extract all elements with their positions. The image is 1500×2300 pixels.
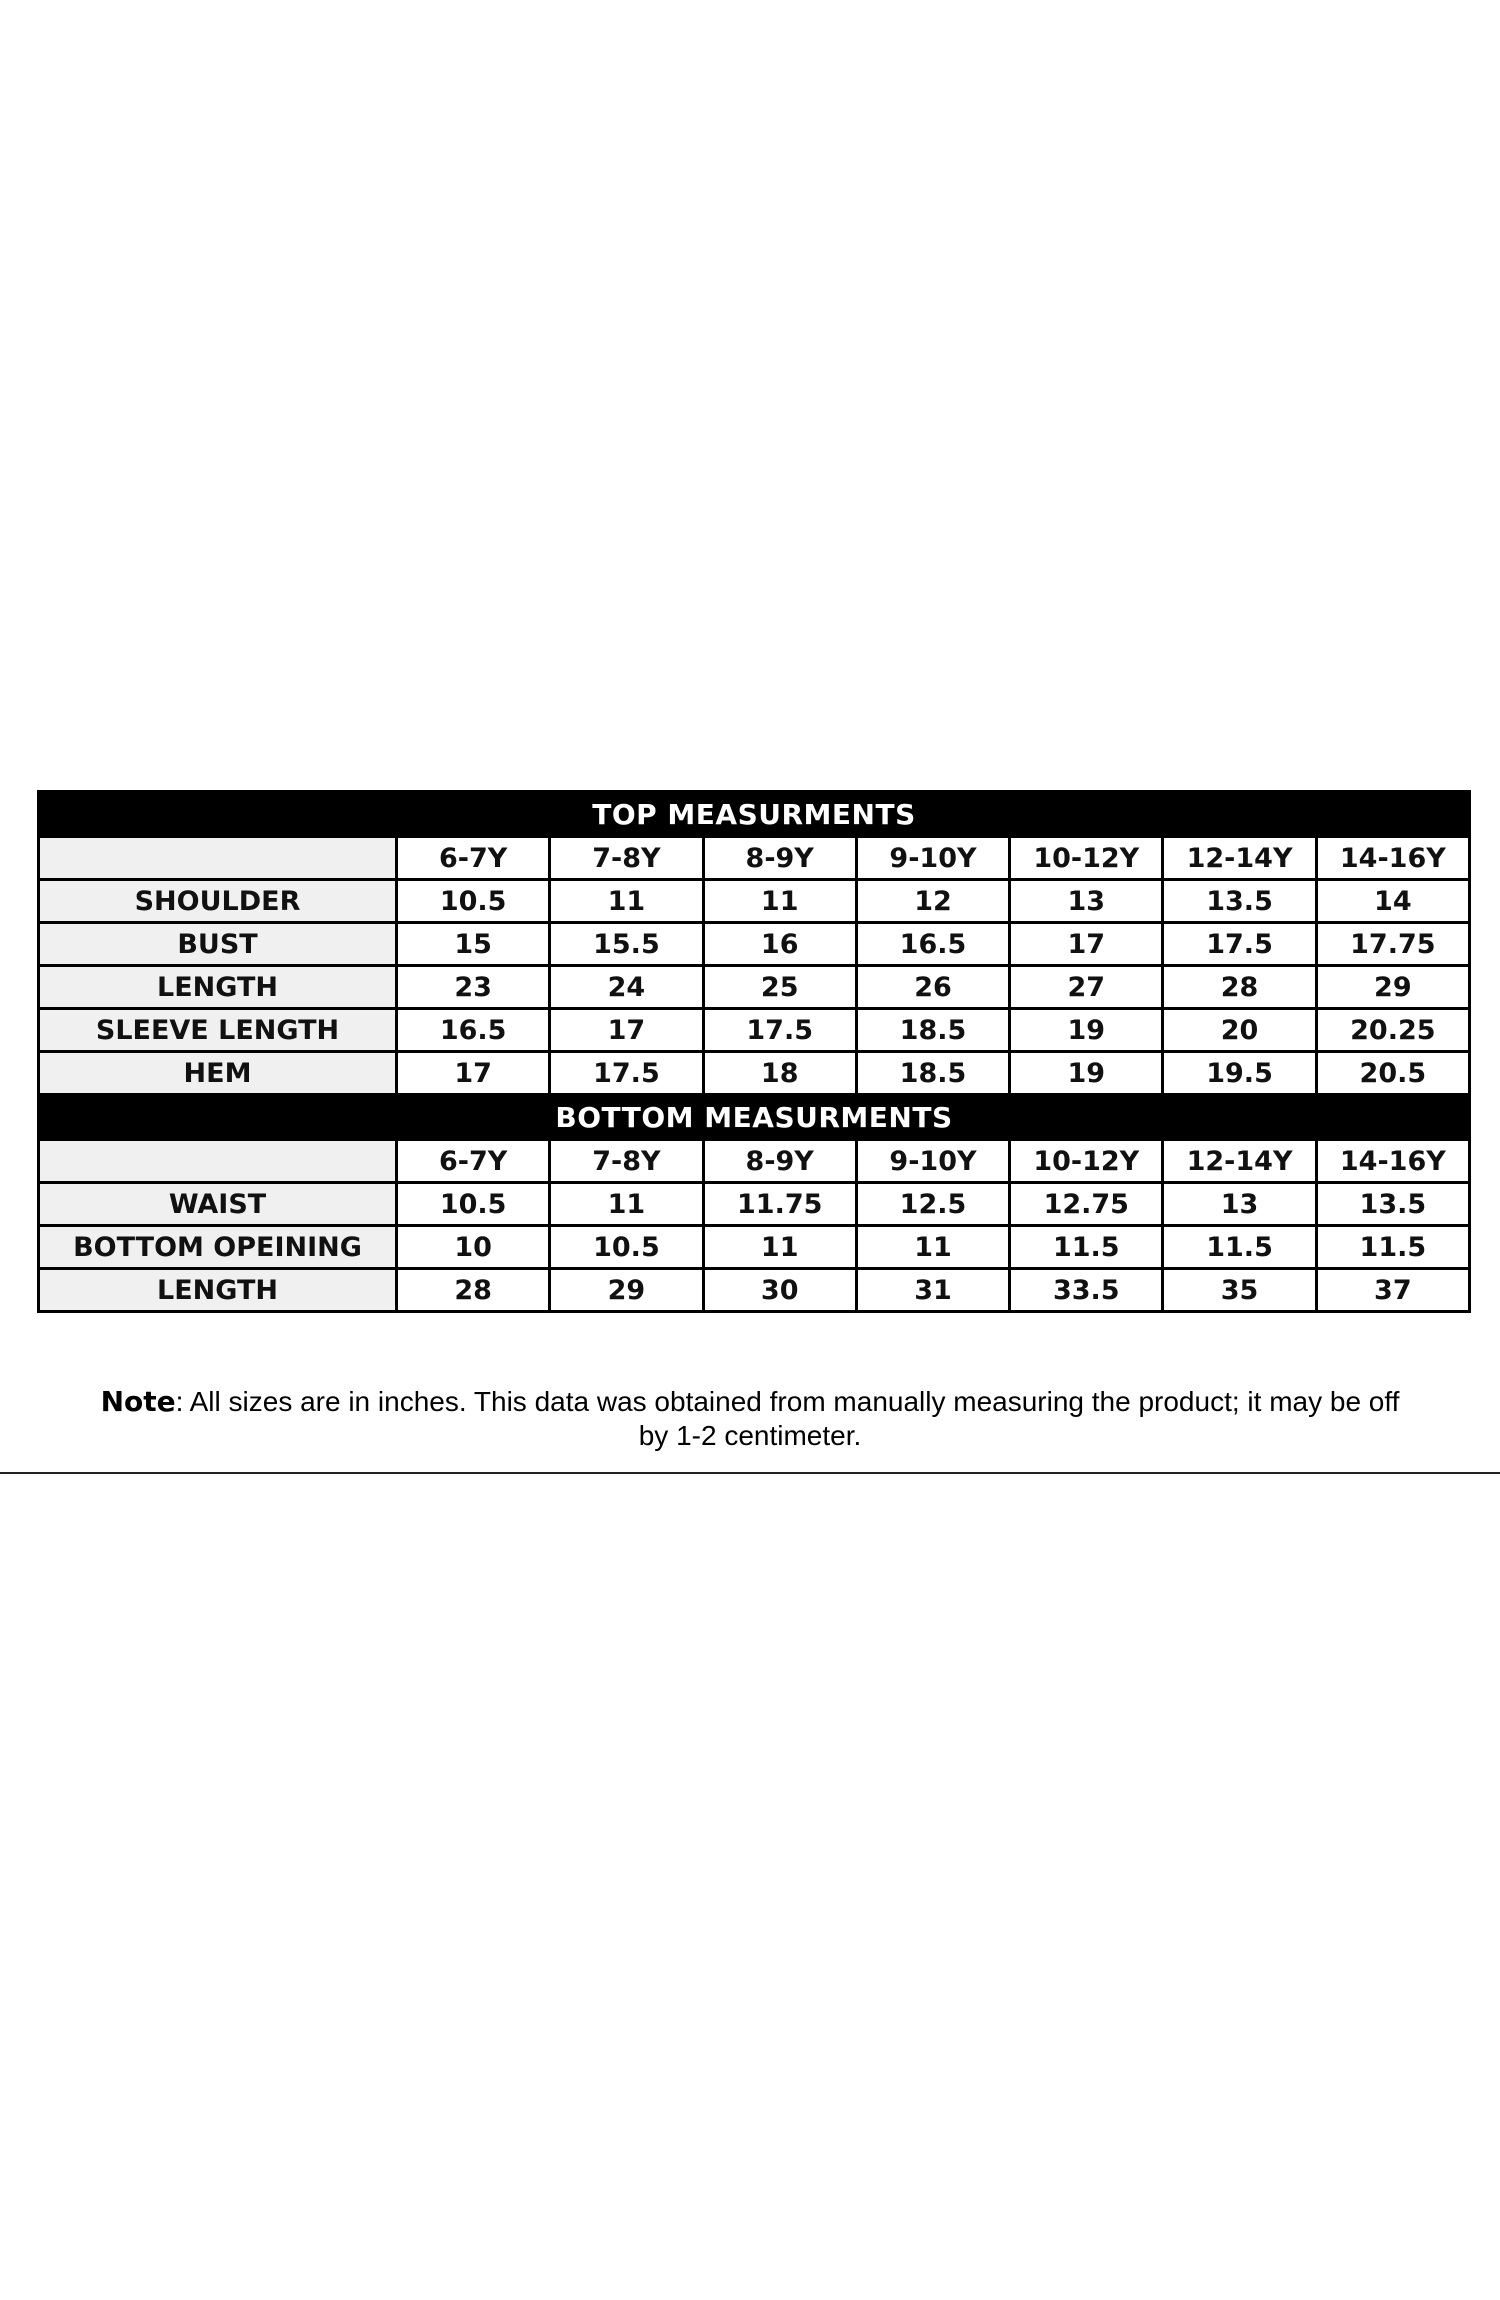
size-header-cell: 7-8Y bbox=[550, 1140, 703, 1183]
measurement-value: 17 bbox=[550, 1009, 703, 1052]
size-chart-table bbox=[37, 790, 1471, 1313]
measurement-value: 11.5 bbox=[1010, 1226, 1163, 1269]
size-header-cell: 10-12Y bbox=[1010, 1140, 1163, 1183]
measurement-value: 35 bbox=[1163, 1269, 1316, 1312]
size-header-cell: 8-9Y bbox=[703, 837, 856, 880]
measurement-value: 13 bbox=[1163, 1183, 1316, 1226]
table-row bbox=[39, 923, 1470, 966]
note-label: Note bbox=[100, 1385, 176, 1418]
measurement-value: 25 bbox=[703, 966, 856, 1009]
measurement-value: 10.5 bbox=[397, 1183, 550, 1226]
blank-header-cell bbox=[39, 837, 397, 880]
table-row bbox=[39, 1269, 1470, 1312]
measurement-value: 11.5 bbox=[1163, 1226, 1316, 1269]
measurement-value: 17 bbox=[1010, 923, 1163, 966]
measurement-value: 16 bbox=[703, 923, 856, 966]
measurement-label: BOTTOM OPEINING bbox=[39, 1226, 397, 1269]
measurement-value: 17.75 bbox=[1316, 923, 1469, 966]
measurement-value: 23 bbox=[397, 966, 550, 1009]
measurement-value: 28 bbox=[1163, 966, 1316, 1009]
size-header-cell: 9-10Y bbox=[856, 1140, 1009, 1183]
measurement-value: 19 bbox=[1010, 1052, 1163, 1095]
top-size-header-row bbox=[39, 837, 1470, 880]
measurement-value: 15 bbox=[397, 923, 550, 966]
table-row bbox=[39, 1226, 1470, 1269]
bottom-size-header-row bbox=[39, 1140, 1470, 1183]
measurement-value: 17.5 bbox=[703, 1009, 856, 1052]
measurement-value: 20.5 bbox=[1316, 1052, 1469, 1095]
measurement-value: 18.5 bbox=[856, 1009, 1009, 1052]
blank-header-cell bbox=[39, 1140, 397, 1183]
measurement-value: 37 bbox=[1316, 1269, 1469, 1312]
measurement-value: 16.5 bbox=[397, 1009, 550, 1052]
measurement-label: SHOULDER bbox=[39, 880, 397, 923]
measurement-label: HEM bbox=[39, 1052, 397, 1095]
table-row bbox=[39, 1009, 1470, 1052]
measurement-note bbox=[100, 1385, 1400, 1453]
divider-line bbox=[0, 1472, 1500, 1474]
size-header-cell: 8-9Y bbox=[703, 1140, 856, 1183]
size-header-cell: 12-14Y bbox=[1163, 1140, 1316, 1183]
measurement-label: WAIST bbox=[39, 1183, 397, 1226]
table-row bbox=[39, 1052, 1470, 1095]
measurement-value: 17.5 bbox=[1163, 923, 1316, 966]
measurement-value: 11.75 bbox=[703, 1183, 856, 1226]
measurement-value: 12.5 bbox=[856, 1183, 1009, 1226]
table-row bbox=[39, 966, 1470, 1009]
size-chart-body bbox=[39, 792, 1470, 1312]
measurement-value: 11 bbox=[703, 880, 856, 923]
measurement-value: 26 bbox=[856, 966, 1009, 1009]
measurement-value: 12.75 bbox=[1010, 1183, 1163, 1226]
measurement-value: 10.5 bbox=[397, 880, 550, 923]
measurement-label: LENGTH bbox=[39, 1269, 397, 1312]
measurement-value: 20.25 bbox=[1316, 1009, 1469, 1052]
measurement-value: 24 bbox=[550, 966, 703, 1009]
size-header-cell: 14-16Y bbox=[1316, 837, 1469, 880]
measurement-value: 19 bbox=[1010, 1009, 1163, 1052]
size-header-cell: 7-8Y bbox=[550, 837, 703, 880]
measurement-value: 13.5 bbox=[1316, 1183, 1469, 1226]
measurement-value: 28 bbox=[397, 1269, 550, 1312]
table-row bbox=[39, 1183, 1470, 1226]
table-row bbox=[39, 880, 1470, 923]
measurement-value: 11 bbox=[550, 1183, 703, 1226]
top-section-title: TOP MEASURMENTS bbox=[39, 792, 1470, 837]
measurement-value: 15.5 bbox=[550, 923, 703, 966]
measurement-value: 33.5 bbox=[1010, 1269, 1163, 1312]
bottom-section-title: BOTTOM MEASURMENTS bbox=[39, 1095, 1470, 1140]
measurement-value: 18.5 bbox=[856, 1052, 1009, 1095]
size-header-cell: 12-14Y bbox=[1163, 837, 1316, 880]
measurement-label: BUST bbox=[39, 923, 397, 966]
measurement-value: 17.5 bbox=[550, 1052, 703, 1095]
size-header-cell: 6-7Y bbox=[397, 837, 550, 880]
measurement-value: 10.5 bbox=[550, 1226, 703, 1269]
measurement-value: 29 bbox=[550, 1269, 703, 1312]
measurement-value: 17 bbox=[397, 1052, 550, 1095]
measurement-value: 10 bbox=[397, 1226, 550, 1269]
measurement-value: 12 bbox=[856, 880, 1009, 923]
measurement-label: LENGTH bbox=[39, 966, 397, 1009]
measurement-value: 11 bbox=[550, 880, 703, 923]
note-text: : All sizes are in inches. This data was obtained from manually measuring the product; it may be off by 1-2 centimeter. bbox=[175, 1386, 1400, 1451]
measurement-value: 11 bbox=[703, 1226, 856, 1269]
measurement-value: 11 bbox=[856, 1226, 1009, 1269]
measurement-value: 30 bbox=[703, 1269, 856, 1312]
measurement-value: 29 bbox=[1316, 966, 1469, 1009]
measurement-value: 31 bbox=[856, 1269, 1009, 1312]
bottom-section-title-row bbox=[39, 1095, 1470, 1140]
size-header-cell: 6-7Y bbox=[397, 1140, 550, 1183]
measurement-value: 19.5 bbox=[1163, 1052, 1316, 1095]
measurement-value: 13 bbox=[1010, 880, 1163, 923]
top-section-title-row bbox=[39, 792, 1470, 837]
measurement-value: 13.5 bbox=[1163, 880, 1316, 923]
measurement-value: 16.5 bbox=[856, 923, 1009, 966]
measurement-value: 20 bbox=[1163, 1009, 1316, 1052]
measurement-value: 18 bbox=[703, 1052, 856, 1095]
measurement-value: 27 bbox=[1010, 966, 1163, 1009]
size-header-cell: 10-12Y bbox=[1010, 837, 1163, 880]
measurement-value: 11.5 bbox=[1316, 1226, 1469, 1269]
size-header-cell: 9-10Y bbox=[856, 837, 1009, 880]
size-header-cell: 14-16Y bbox=[1316, 1140, 1469, 1183]
measurement-value: 14 bbox=[1316, 880, 1469, 923]
measurement-label: SLEEVE LENGTH bbox=[39, 1009, 397, 1052]
